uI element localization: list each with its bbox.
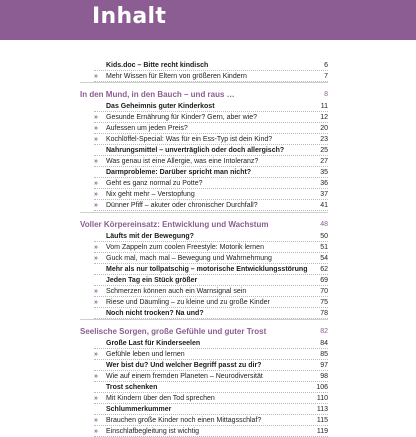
toc-entry-title: Vom Zappeln zum coolen Freestyle: Motorik lernen: [106, 244, 264, 251]
toc-entry-page: 48: [320, 221, 328, 228]
toc-entry-page: 119: [316, 428, 328, 435]
page-title: Inhalt: [92, 4, 167, 29]
toc-entry-title: Schlummerkummer: [106, 406, 172, 413]
toc-entry-page: 69: [320, 277, 328, 284]
toc-entry-page: 85: [320, 351, 328, 358]
chevron-right-icon: »: [94, 299, 98, 306]
toc-entry-title: Mit Kindern über den Tod sprechen: [106, 395, 215, 402]
toc-entry-title: Wer bist du? Und welcher Begriff passt zu dir?: [106, 362, 262, 369]
toc-entry-title: Gefühle leben und lernen: [106, 351, 185, 358]
toc-entry-title: Wie auf einem fremden Planeten – Neurodiversität: [106, 373, 263, 380]
toc-entry-page: 62: [320, 266, 328, 273]
toc-entry-title: Läufts mit der Bewegung?: [106, 233, 194, 240]
toc-entry-page: 27: [320, 158, 328, 165]
chevron-right-icon: »: [94, 417, 98, 424]
chevron-right-icon: »: [94, 244, 98, 251]
toc-entry-page: 35: [320, 169, 328, 176]
toc-entry-title: Kochlöffel-Special: Was für ein Ess-Typ ist dein Kind?: [106, 136, 273, 143]
toc-entry-title: Kids.doc – Bitte recht kindisch: [106, 62, 209, 69]
chevron-right-icon: »: [94, 373, 98, 380]
chevron-right-icon: »: [94, 428, 98, 435]
toc-entry-title: Mehr als nur tollpatschig – motorische Entwicklungsstörung: [106, 266, 308, 273]
toc-entry-page: 8: [324, 91, 328, 98]
toc-entry-title: Seelische Sorgen, große Gefühle und guter Trost: [80, 327, 267, 336]
chevron-right-icon: »: [94, 114, 98, 121]
chevron-right-icon: »: [94, 136, 98, 143]
toc-entry-page: 20: [320, 125, 328, 132]
toc-entry-page: 106: [316, 384, 328, 391]
toc-entry-page: 37: [320, 191, 328, 198]
toc-entry-page: 25: [320, 147, 328, 154]
section-divider: [80, 82, 328, 83]
toc-entry-title: Mehr Wissen für Eltern von größeren Kindern: [106, 73, 247, 80]
toc-entry-title: Jeden Tag ein Stück größer: [106, 277, 198, 284]
toc-entry-title: Nahrungsmittel – unverträglich oder doch allergisch?: [106, 147, 285, 154]
toc-entry-page: 50: [320, 233, 328, 240]
toc-entry-title: Voller Körpereinsatz: Entwicklung und Wachstum: [80, 220, 269, 229]
chevron-right-icon: »: [94, 202, 98, 209]
toc-entry-title: Das Geheimnis guter Kinderkost: [106, 103, 215, 110]
chevron-right-icon: »: [94, 255, 98, 262]
toc-entry-page: 113: [316, 406, 328, 413]
toc-entry-page: 78: [320, 310, 328, 317]
toc-entry-title: Noch nicht trocken? Na und?: [106, 310, 204, 317]
toc-entry-title: Guck mal, mach mal – Bewegung und Wahrnehmung: [106, 255, 272, 262]
chevron-right-icon: »: [94, 73, 98, 80]
toc-entry-title: Geht es ganz normal zu Potte?: [106, 180, 203, 187]
toc-section: [80, 89, 328, 100]
chevron-right-icon: »: [94, 288, 98, 295]
toc-entry-title: Trost schenken: [106, 384, 158, 391]
toc-entry-title: In den Mund, in den Bauch – und raus …: [80, 90, 235, 99]
chevron-right-icon: »: [94, 191, 98, 198]
toc-entry-title: Darmprobleme: Darüber spricht man nicht?: [106, 169, 252, 176]
chevron-right-icon: »: [94, 395, 98, 402]
toc-entry-title: Einschlafbegleitung ist wichtig: [106, 428, 199, 435]
toc-entry-page: 7: [324, 73, 328, 80]
toc-entry-page: 41: [320, 202, 328, 209]
toc-entry-title: Nix geht mehr – Verstopfung: [106, 191, 195, 198]
toc-entry-title: Aufessen um jeden Preis?: [106, 125, 188, 132]
toc-entry-page: 51: [320, 244, 328, 251]
toc-entry-title: Dünner Pfiff – akuter oder chronischer Durchfall?: [106, 202, 258, 209]
toc-entry-page: 110: [316, 395, 328, 402]
chevron-right-icon: »: [94, 158, 98, 165]
toc-entry-page: 23: [320, 136, 328, 143]
toc-entry-page: 98: [320, 373, 328, 380]
toc-section: [80, 219, 328, 230]
toc-entry-title: Brauchen große Kinder noch einen Mittagsschlaf?: [106, 417, 262, 424]
toc-entry-title: Gesunde Ernährung für Kinder? Gern, aber wie?: [106, 114, 257, 121]
toc-entry-page: 97: [320, 362, 328, 369]
toc-entry-page: 82: [320, 328, 328, 335]
divider: [94, 210, 328, 211]
chevron-right-icon: »: [94, 125, 98, 132]
toc-entry-page: 70: [320, 288, 328, 295]
toc-entry-page: 54: [320, 255, 328, 262]
toc-entry-title: Was genau ist eine Allergie, was eine Intoleranz?: [106, 158, 259, 165]
toc-entry-title: Große Last für Kinderseelen: [106, 340, 201, 347]
toc-entry-page: 75: [320, 299, 328, 306]
chevron-right-icon: »: [94, 351, 98, 358]
section-divider: [80, 212, 328, 213]
toc-entry-page: 6: [324, 62, 328, 69]
toc-section: [80, 326, 328, 337]
section-divider: [80, 319, 328, 320]
toc-entry-title: Schmerzen können auch ein Warnsignal sein: [106, 288, 247, 295]
toc-entry-page: 84: [320, 340, 328, 347]
toc-entry-title: Riese und Däumling – zu kleine und zu große Kinder: [106, 299, 270, 306]
toc-entry-page: 11: [320, 103, 328, 110]
toc-entry-page: 115: [316, 417, 328, 424]
chevron-right-icon: »: [94, 180, 98, 187]
toc-entry-page: 36: [320, 180, 328, 187]
toc-entry-page: 12: [320, 114, 328, 121]
